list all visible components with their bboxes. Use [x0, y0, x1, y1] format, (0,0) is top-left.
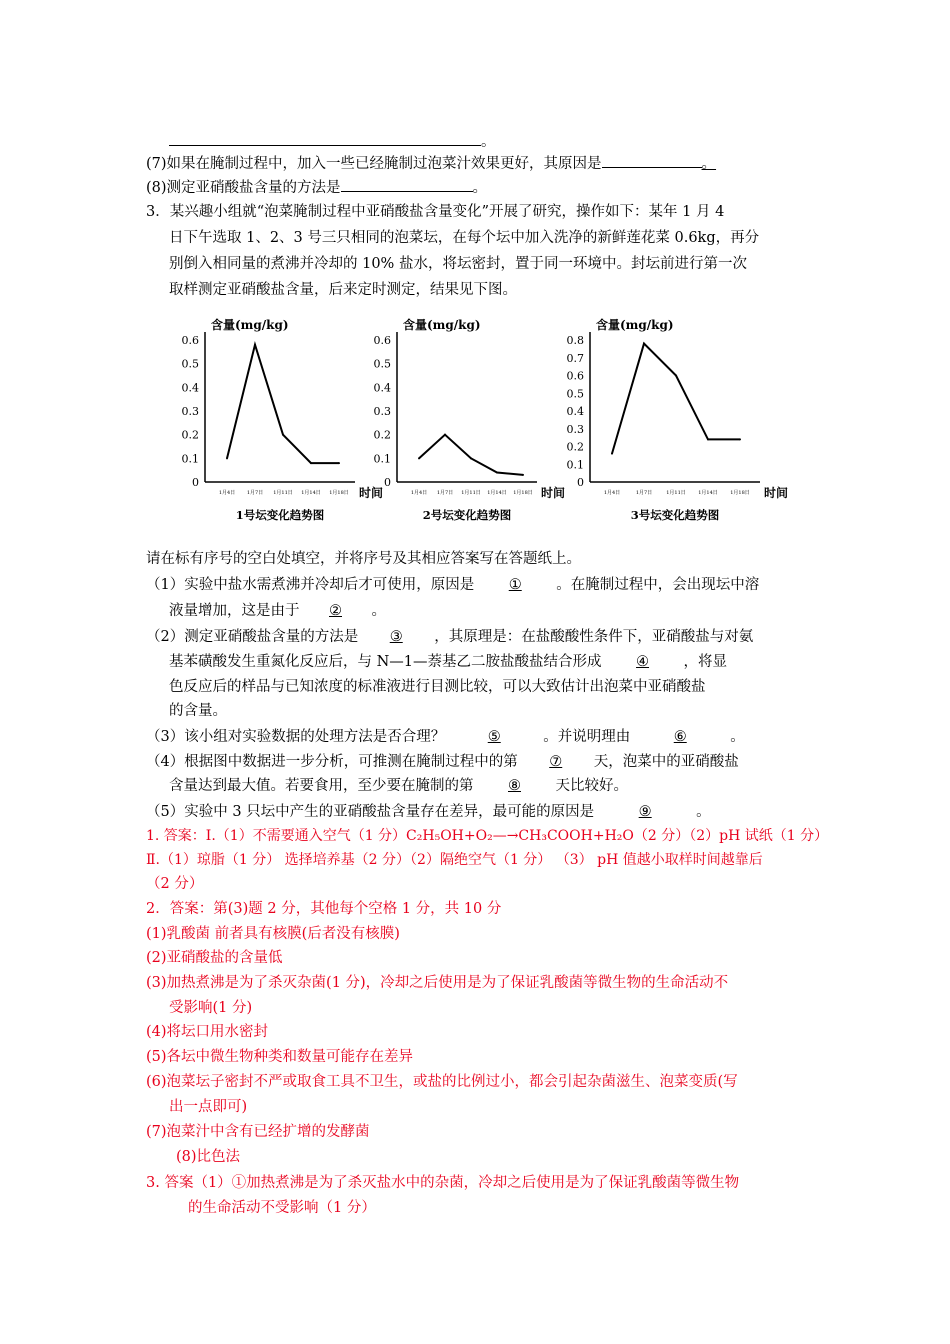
y-tick-label: 0.5: [373, 357, 391, 371]
answer-line: (1)乳酸菌 前者具有核膜(后者没有核膜): [146, 926, 400, 942]
answer-line: (7)泡菜汁中含有已经扩增的发酵菌: [146, 1124, 370, 1140]
answer-blank[interactable]: [341, 176, 473, 192]
y-tick-label: 0.2: [566, 440, 584, 454]
q3-2-line1: （2）测定亚硝酸盐含量的方法是 ③ ，其原理是：在盐酸酸性条件下，亚硝酸盐与对氨: [146, 629, 754, 645]
answer-line: (2)亚硝酸盐的含量低: [146, 950, 283, 966]
q3-1-line1: （1）实验中盐水需煮沸并冷却后才可使用，原因是 ① 。在腌制过程中，会出现坛中溶: [146, 577, 760, 593]
blank-5[interactable]: ⑤: [487, 729, 501, 745]
x-tick-label: 1月14日: [698, 490, 718, 496]
chart-title: 1号坛变化趋势图: [235, 508, 325, 522]
answer-line: (3)加热煮沸是为了杀灭杂菌(1 分)，冷却之后使用是为了保证乳酸菌等微生物的生命活动不: [146, 975, 729, 991]
data-point: [338, 462, 340, 464]
chart-title: 2号坛变化趋势图: [422, 508, 512, 522]
y-tick-label: 0.7: [566, 351, 584, 365]
y-tick-label: 0.6: [181, 334, 199, 347]
answer-blank[interactable]: [602, 152, 702, 168]
data-point: [418, 457, 420, 459]
x-tick-label: 1月14日: [487, 490, 507, 496]
charts-row: [180, 312, 800, 531]
answer-line: 的生命活动不受影响（1 分）: [188, 1200, 376, 1216]
x-tick-label: 1月11日: [461, 490, 481, 496]
answer-line: (4)将坛口用水密封: [146, 1024, 269, 1040]
instructions: 请在标有序号的空白处填空，并将序号及其相应答案写在答题纸上。: [146, 551, 581, 567]
y-tick-label: 0.2: [181, 428, 199, 442]
x-axis-label: 时间: [359, 486, 384, 500]
y-tick-label: 0.1: [566, 458, 584, 472]
series-line: [227, 345, 339, 463]
nitrite-charts: [180, 312, 800, 527]
y-tick-label: 0.1: [373, 452, 391, 466]
blank-4[interactable]: ④: [636, 654, 650, 670]
q6-answer-line: 。: [169, 130, 496, 152]
data-point: [496, 472, 498, 474]
q3-intro-line: 取样测定亚硝酸盐含量，后来定时测定，结果见下图。: [169, 282, 517, 298]
blank-2[interactable]: ②: [329, 603, 342, 619]
blank-1[interactable]: ①: [508, 577, 522, 593]
y-tick-label: 0.2: [373, 428, 391, 442]
x-tick-label: 1月14日: [301, 490, 321, 496]
answer-line: Ⅱ.（1）琼脂（1 分） 选择培养基（2 分）（2）隔绝空气（1 分） （3） pH 值越小取样时间越靠后: [146, 852, 763, 868]
answer-line: 1. 答案：Ⅰ.（1）不需要通入空气（1 分）C₂H₅OH+O₂—→CH₃COOH+H₂O（2 分）（2）pH 试纸（1 分）: [146, 828, 829, 844]
data-point: [643, 343, 645, 345]
blank-6[interactable]: ⑥: [673, 729, 687, 745]
q3-1-line2: 液量增加，这是由于 ② 。: [169, 603, 386, 619]
data-point: [254, 344, 256, 346]
y-tick-label: 0.4: [373, 381, 391, 395]
series-line: [612, 344, 740, 454]
y-tick-label: 0: [384, 476, 391, 489]
data-point: [310, 462, 312, 464]
q3-intro-line: 日下午选取 1、2、3 号三只相同的泡菜坛，在每个坛中加入洗净的新鲜莲花菜 0.6kg，再分: [169, 230, 760, 246]
x-tick-label: 1月4日: [410, 490, 428, 496]
blank-8[interactable]: ⑧: [508, 778, 521, 794]
blank-9[interactable]: ⑨: [638, 804, 652, 820]
y-tick-label: 0.6: [373, 334, 391, 347]
y-axis-label: 含量(mg/kg): [211, 318, 289, 332]
question-8: (8)测定亚硝酸盐含量的方法是 。: [146, 176, 487, 198]
y-tick-label: 0.5: [566, 387, 584, 401]
q3-intro-line: 3．某兴趣小组就“泡菜腌制过程中亚硝酸盐含量变化”开展了研究，操作如下：某年 1 月 4: [146, 204, 725, 220]
x-tick-label: 1月4日: [218, 490, 236, 496]
y-tick-label: 0.3: [566, 422, 584, 436]
q3-4-line2: 含量达到最大值。若要食用，至少要在腌制的第 ⑧ 天比较好。: [169, 778, 628, 794]
data-point: [739, 438, 741, 440]
q3-5: （5）实验中 3 只坛中产生的亚硝酸盐含量存在差异，最可能的原因是 ⑨ 。: [146, 804, 711, 820]
y-tick-label: 0.8: [566, 334, 584, 347]
y-tick-label: 0.4: [566, 405, 584, 418]
data-point: [675, 375, 677, 377]
blank-7[interactable]: ⑦: [549, 754, 563, 770]
x-tick-label: 1月4日: [603, 490, 621, 496]
answer-line: (5)各坛中微生物种类和数量可能存在差异: [146, 1049, 414, 1065]
data-point: [226, 457, 228, 459]
data-point: [611, 453, 613, 455]
x-tick-label: 1月18日: [329, 490, 349, 496]
q3-2-line2: 基苯磺酸发生重氮化反应后，与 N—1—萘基乙二胺盐酸盐结合形成 ④ ，将显: [169, 654, 728, 670]
data-point: [707, 438, 709, 440]
q3-2-line4: 的含量。: [169, 703, 227, 719]
answer-line: 出一点即可): [169, 1099, 248, 1115]
x-axis-label: 时间: [764, 486, 789, 500]
y-tick-label: 0: [192, 476, 199, 489]
x-tick-label: 1月7日: [635, 490, 653, 496]
chart-title: 3号坛变化趋势图: [630, 508, 720, 522]
data-point: [470, 457, 472, 459]
answer-line: 受影响(1 分): [169, 1000, 253, 1016]
x-tick-label: 1月18日: [730, 490, 750, 496]
data-point: [522, 474, 524, 476]
y-tick-label: 0: [577, 476, 584, 489]
x-tick-label: 1月11日: [273, 490, 293, 496]
x-axis-label: 时间: [541, 486, 566, 500]
x-tick-label: 1月18日: [513, 490, 533, 496]
x-tick-label: 1月11日: [666, 490, 686, 496]
data-point: [444, 434, 446, 436]
y-tick-label: 0.5: [181, 357, 199, 371]
x-tick-label: 1月7日: [436, 490, 454, 496]
q3-3: （3）该小组对实验数据的处理方法是否合理？ ⑤ 。并说明理由 ⑥ 。: [146, 729, 745, 745]
answer-blank[interactable]: [169, 130, 481, 146]
x-tick-label: 1月7日: [246, 490, 264, 496]
answer-line: (8)比色法: [176, 1149, 241, 1165]
y-tick-label: 0.3: [373, 405, 391, 418]
y-axis-label: 含量(mg/kg): [596, 318, 674, 332]
q3-2-line3: 色反应后的样品与已知浓度的标准液进行目测比较，可以大致估计出泡菜中亚硝酸盐: [169, 679, 706, 695]
y-tick-label: 0.6: [566, 369, 584, 383]
y-tick-label: 0.1: [181, 452, 199, 466]
y-tick-label: 0.4: [181, 381, 199, 395]
y-axis-label: 含量(mg/kg): [403, 318, 481, 332]
data-point: [282, 434, 284, 436]
answer-line: （2 分）: [146, 876, 204, 892]
y-tick-label: 0.3: [181, 405, 199, 418]
series-line: [419, 435, 523, 475]
answer-line: 2．答案：第(3)题 2 分，其他每个空格 1 分，共 10 分: [146, 901, 502, 917]
answer-line: (6)泡菜坛子密封不严或取食工具不卫生，或盐的比例过小，都会引起杂菌滋生、泡菜变质(写: [146, 1074, 738, 1090]
question-7: (7)如果在腌制过程中，加入一些已经腌制过泡菜汁效果更好，其原因是 。: [146, 152, 720, 174]
q3-intro-line: 别倒入相同量的煮沸并冷却的 10% 盐水，将坛密封，置于同一环境中。封坛前进行第一次: [169, 256, 747, 272]
blank-3[interactable]: ③: [389, 629, 403, 645]
answer-line: 3. 答案（1）①加热煮沸是为了杀灭盐水中的杂菌，冷却之后使用是为了保证乳酸菌等微生物: [146, 1175, 740, 1191]
q3-4-line1: （4）根据图中数据进一步分析，可推测在腌制过程中的第 ⑦ 天，泡菜中的亚硝酸盐: [146, 754, 739, 770]
